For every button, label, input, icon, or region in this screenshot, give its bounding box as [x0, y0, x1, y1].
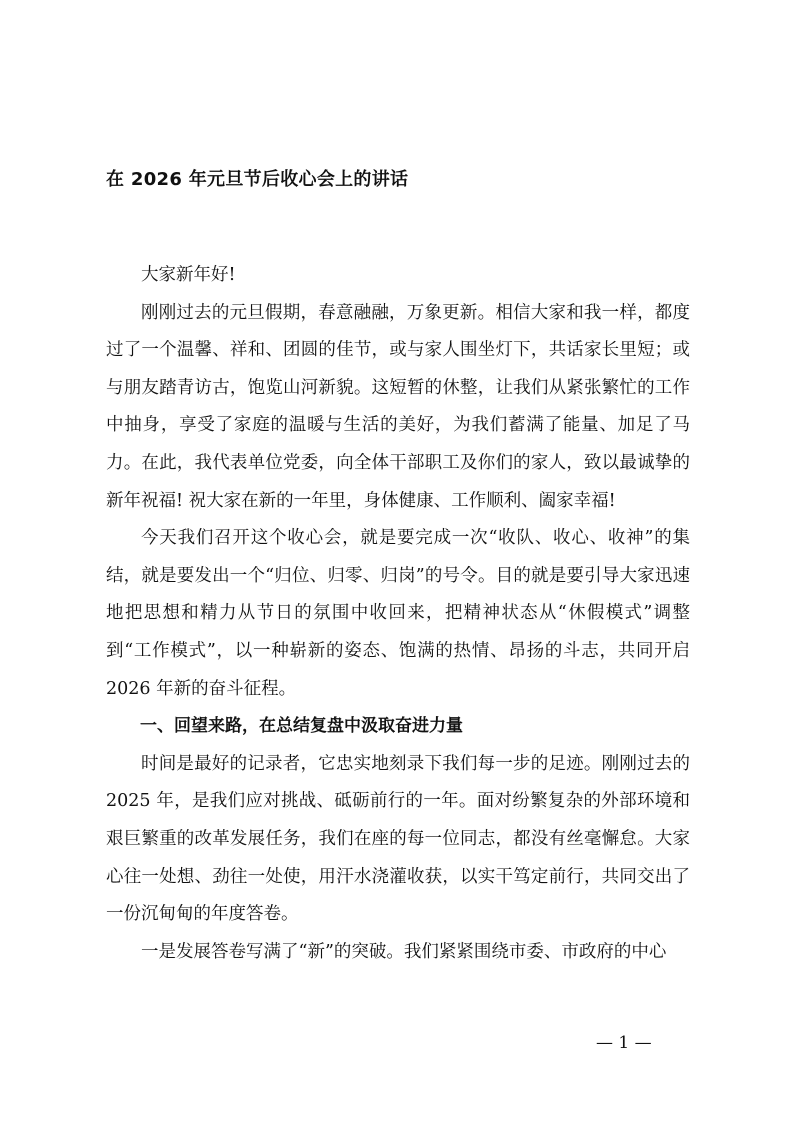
paragraph-point-one: 一是发展答卷写满了“新”的突破。我们紧紧围绕市委、市政府的中心: [141, 941, 667, 962]
document-title: 在 2026 年元旦节后收心会上的讲话: [106, 169, 409, 190]
page-number: — 1 —: [596, 1033, 652, 1053]
section-heading: 一、回望来路，在总结复盘中汲取奋进力量: [140, 716, 463, 737]
paragraph-purpose: 今天我们召开这个收心会，就是要完成一次“收队、收心、收神”的集结，就是要发出一个“归位、归零、归岗”的号令。目的就是要引导大家迅速地把思想和精力从节日的氛围中收回来，把精神状态从“休假模式”调整到“工作模式”，以一种崭新的姿态、饱满的热情、昂扬的斗志，共同开启 2026 年新的奋斗征程。: [106, 528, 690, 699]
document-body: [106, 257, 690, 971]
greeting: 大家新年好!: [141, 265, 236, 285]
paragraph-review: 时间是最好的记录者，它忠实地刻录下我们每一步的足迹。刚刚过去的 2025 年，是我们应对挑战、砥砺前行的一年。面对纷繁复杂的外部环境和艰巨繁重的改革发展任务，我们在座的每一位同志，都没有丝毫懈怠。大家心往一处想、劲往一处使，用汗水浇灌收获，以实干笃定前行，共同交出了一份沉甸甸的年度答卷。: [106, 753, 690, 925]
paragraph-intro: 刚刚过去的元旦假期，春意融融，万象更新。相信大家和我一样，都度过了一个温馨、祥和、团圆的佳节，或与家人围坐灯下，共话家长里短；或与朋友踏青访古，饱览山河新貌。这短暂的休整，让我们从紧张繁忙的工作中抽身，享受了家庭的温暖与生活的美好，为我们蓄满了能量、加足了马力。在此，我代表单位党委，向全体干部职工及你们的家人，致以最诚挚的新年祝福! 祝大家在新的一年里，身体健康、工作顺利、阖家幸福!: [106, 302, 690, 511]
